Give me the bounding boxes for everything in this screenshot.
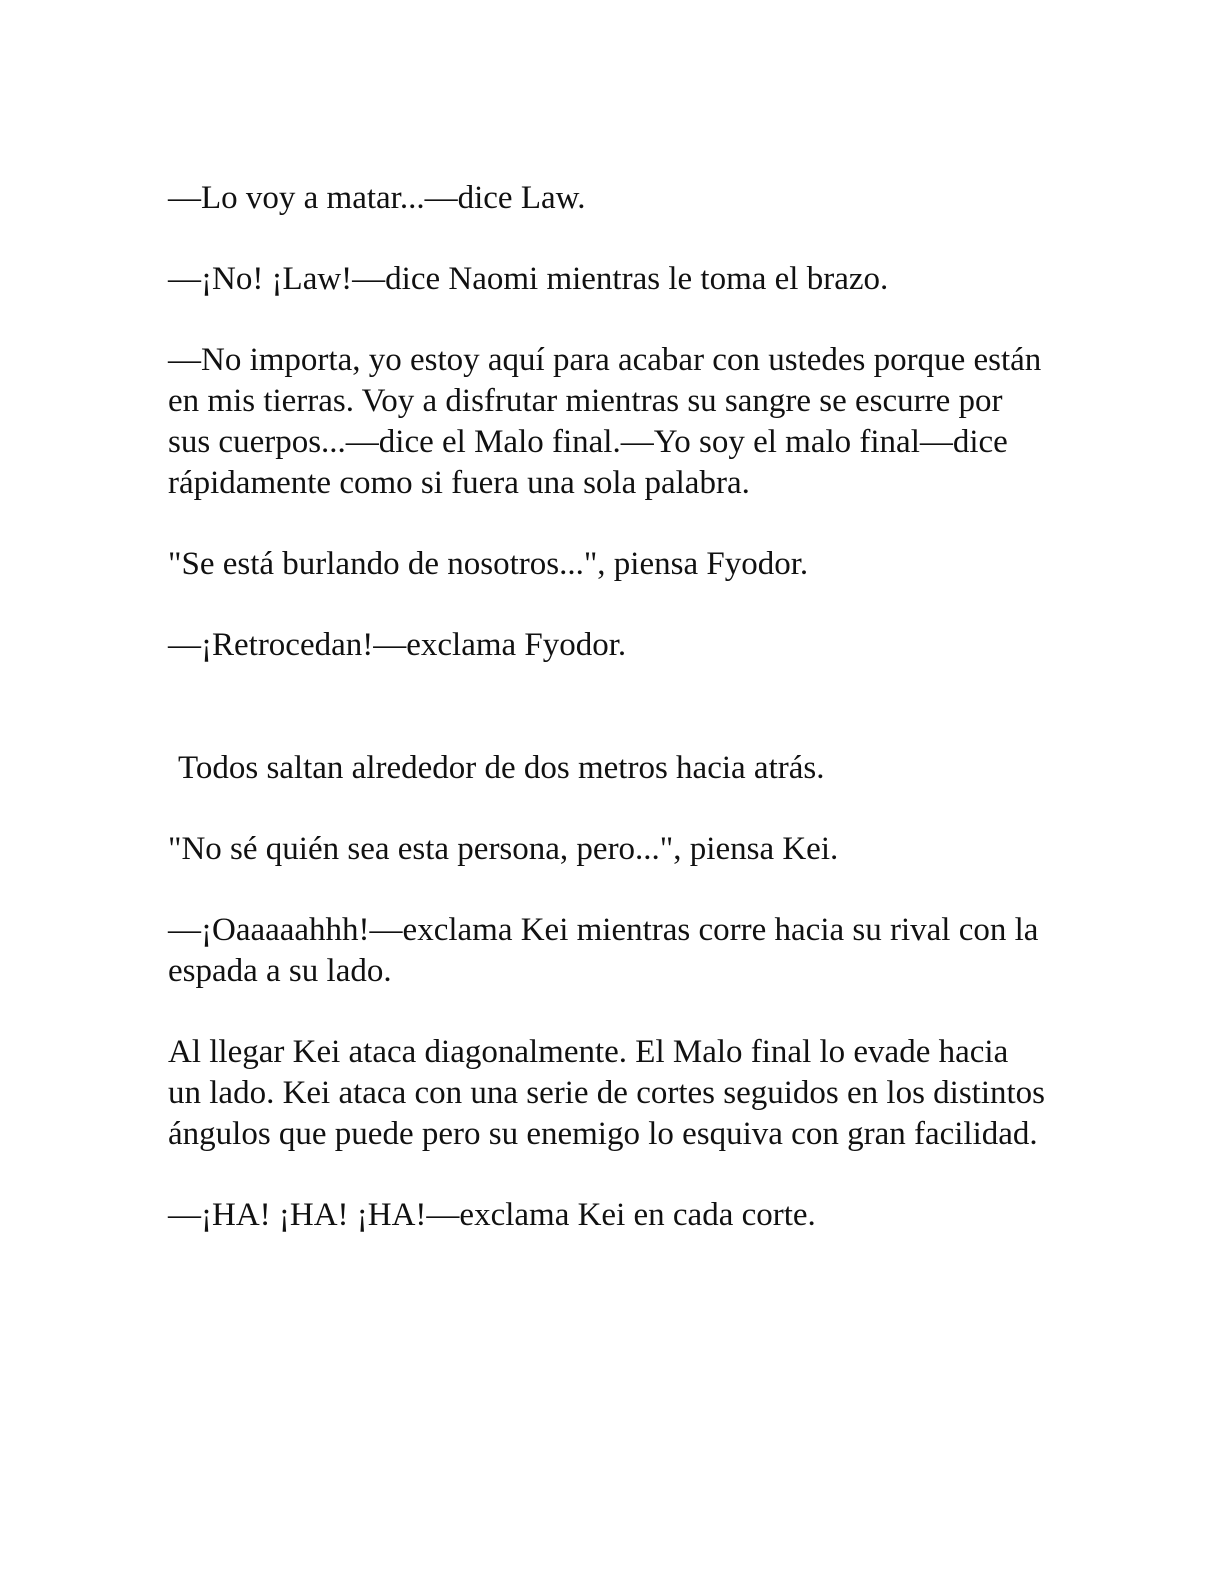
paragraph-law-threat: —Lo voy a matar...—dice Law.: [168, 180, 586, 216]
paragraph-kei-attack: Al llegar Kei ataca diagonalmente. El Malo final lo evade hacia un lado. Kei ataca con una serie de cortes seguidos en los distintos ángulos que puede pero su enemigo lo esquiva con gran facilidad.: [168, 1034, 1046, 1152]
paragraph-kei-thought: "No sé quién sea esta persona, pero...", piensa Kei.: [168, 831, 839, 867]
body-text: [168, 178, 1048, 1276]
paragraph-kei-cuts: —¡HA! ¡HA! ¡HA!—exclama Kei en cada corte.: [168, 1197, 816, 1233]
paragraph-malo-final: —No importa, yo estoy aquí para acabar con ustedes porque están en mis tierras. Voy a disfrutar mientras su sangre se escurre por sus cuerpos...—dice el Malo final.—Yo soy el malo final—dice rápidamente como si fuera una sola palabra.: [168, 342, 1042, 501]
paragraph-jump-back: Todos saltan alrededor de dos metros hacia atrás.: [178, 750, 825, 786]
paragraph-kei-charge: —¡Oaaaaahhh!—exclama Kei mientras corre hacia su rival con la espada a su lado.: [168, 912, 1039, 989]
paragraph-fyodor-retreat: —¡Retrocedan!—exclama Fyodor.: [168, 627, 627, 663]
paragraph-fyodor-thought: "Se está burlando de nosotros...", piensa Fyodor.: [168, 546, 809, 582]
paragraph-naomi: —¡No! ¡Law!—dice Naomi mientras le toma el brazo.: [168, 261, 889, 297]
